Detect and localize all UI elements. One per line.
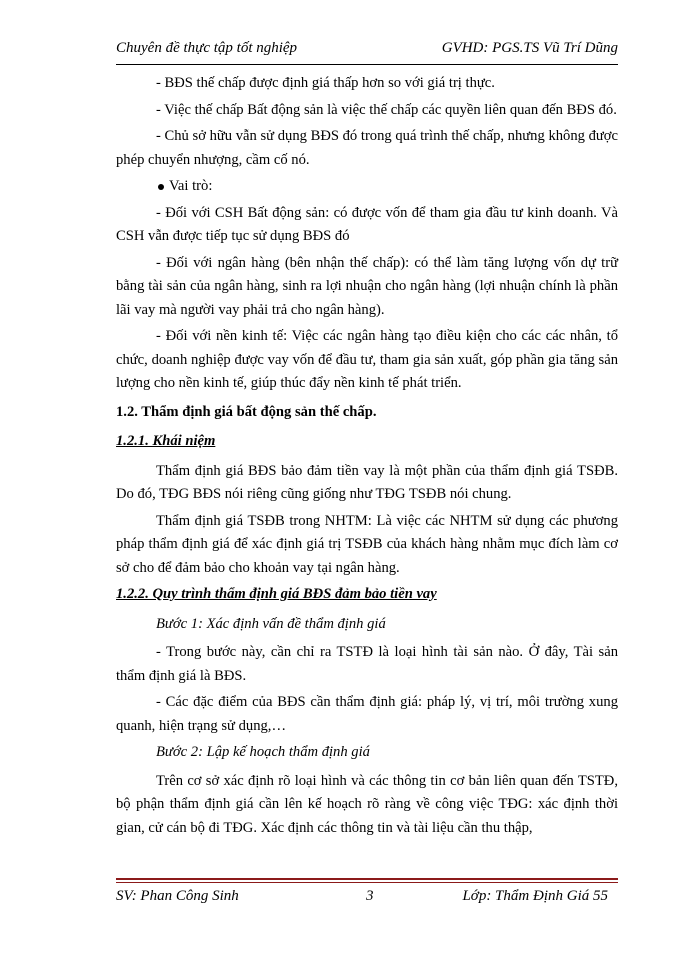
paragraph-mortgage-rights: - Việc thế chấp Bất động sản là việc thế chấp các quyền liên quan đến BĐS đó. bbox=[156, 101, 617, 118]
page-footer bbox=[116, 888, 618, 910]
paragraph-step1-b: - Các đặc điểm của BĐS cần thẩm định giá: pháp lý, vị trí, môi trường xung quanh, hiện trạng sử dụng,… bbox=[116, 694, 618, 734]
paragraph-role-owner: - Đối với CSH Bất động sản: có được vốn để tham gia đầu tư kinh doanh. Và CSH vẫn được tiếp tục sử dụng BĐS đó bbox=[116, 204, 618, 244]
paragraph-definition-1: Thẩm định giá BĐS bảo đảm tiền vay là một phần của thẩm định giá TSĐB. Do đó, TĐG BĐS nói riêng cũng giống như TĐG TSĐB nói chung. bbox=[116, 462, 618, 502]
step-2-heading: Bước 2: Lập kế hoạch thẩm định giá bbox=[156, 744, 370, 760]
paragraph-owner-use: - Chủ sở hữu vẫn sử dụng BĐS đó trong quá trình thế chấp, nhưng không được phép chuyển nhượng, cầm cố nó. bbox=[116, 128, 618, 168]
role-label: Vai trò: bbox=[169, 178, 213, 194]
bullet-icon bbox=[158, 184, 164, 190]
header-course-title: Chuyên đề thực tập tốt nghiệp bbox=[116, 40, 298, 56]
subsection-heading-1-2-2 bbox=[116, 583, 618, 607]
footer-rule-thin bbox=[116, 882, 618, 883]
footer-class: Lớp: Thẩm Định Giá 55 bbox=[462, 888, 608, 904]
paragraph-definition-2: Thẩm định giá TSĐB trong NHTM: Là việc các NHTM sử dụng các phương pháp thẩm định giá để xác định giá trị TSĐB của khách hàng nhằm mục đích làm cơ sở cho để đảm bảo cho khoản vay tại ngân hàng. bbox=[116, 512, 618, 576]
subsection-title-1-2-1: 1.2.1. Khái niệm bbox=[116, 433, 216, 449]
paragraph-role-bank: - Đối với ngân hàng (bên nhận thế chấp): có thể làm tăng lượng vốn dự trữ bằng tài sản của ngân hàng, sinh ra lợi nhuận cho ngân hàng (lợi nhuận chính là phần lãi vay mà người vay phải trả cho ngân hàng). bbox=[116, 254, 618, 318]
footer-rule-thick bbox=[116, 878, 618, 880]
paragraph-step1-a: - Trong bước này, cần chỉ ra TSTĐ là loại hình tài sản nào. Ở đây, Tài sản thẩm định giá là BĐS. bbox=[116, 644, 618, 684]
step-1-heading: Bước 1: Xác định vấn đề thẩm định giá bbox=[156, 615, 386, 632]
footer-rule bbox=[116, 878, 618, 886]
body-content bbox=[116, 72, 618, 843]
page-header bbox=[116, 40, 618, 62]
paragraph-undervalued: - BĐS thế chấp được định giá thấp hơn so với giá trị thực. bbox=[156, 75, 495, 91]
footer-student: SV: Phan Công Sinh bbox=[116, 888, 239, 904]
role-heading bbox=[116, 175, 618, 199]
subsection-heading-1-2-1 bbox=[116, 430, 618, 454]
header-supervisor: GVHD: PGS.TS Vũ Trí Dũng bbox=[441, 40, 618, 56]
paragraph-step2: Trên cơ sở xác định rõ loại hình và các thông tin cơ bản liên quan đến TSTĐ, bộ phận thẩm định giá cần lên kế hoạch rõ ràng về công việc TĐG: xác định thời gian, cử cán bộ đi TĐG. Xác định các thông tin và tài liệu cần thu thập, bbox=[116, 772, 618, 836]
page-number: 3 bbox=[366, 888, 374, 904]
section-heading-1-2: 1.2. Thẩm định giá bất động sản thế chấp. bbox=[116, 403, 377, 420]
subsection-title-1-2-2: 1.2.2. Quy trình thẩm định giá BĐS đảm bảo tiền vay bbox=[116, 586, 437, 602]
header-rule bbox=[116, 64, 618, 65]
paragraph-role-economy: - Đối với nền kinh tế: Việc các ngân hàng tạo điều kiện cho các các nhân, tổ chức, doanh nghiệp được vay vốn để đầu tư, tham gia sản xuất, góp phần gia tăng sản lượng cho nền kinh tế, giúp thúc đẩy nền kinh tế phát triển. bbox=[116, 328, 618, 391]
